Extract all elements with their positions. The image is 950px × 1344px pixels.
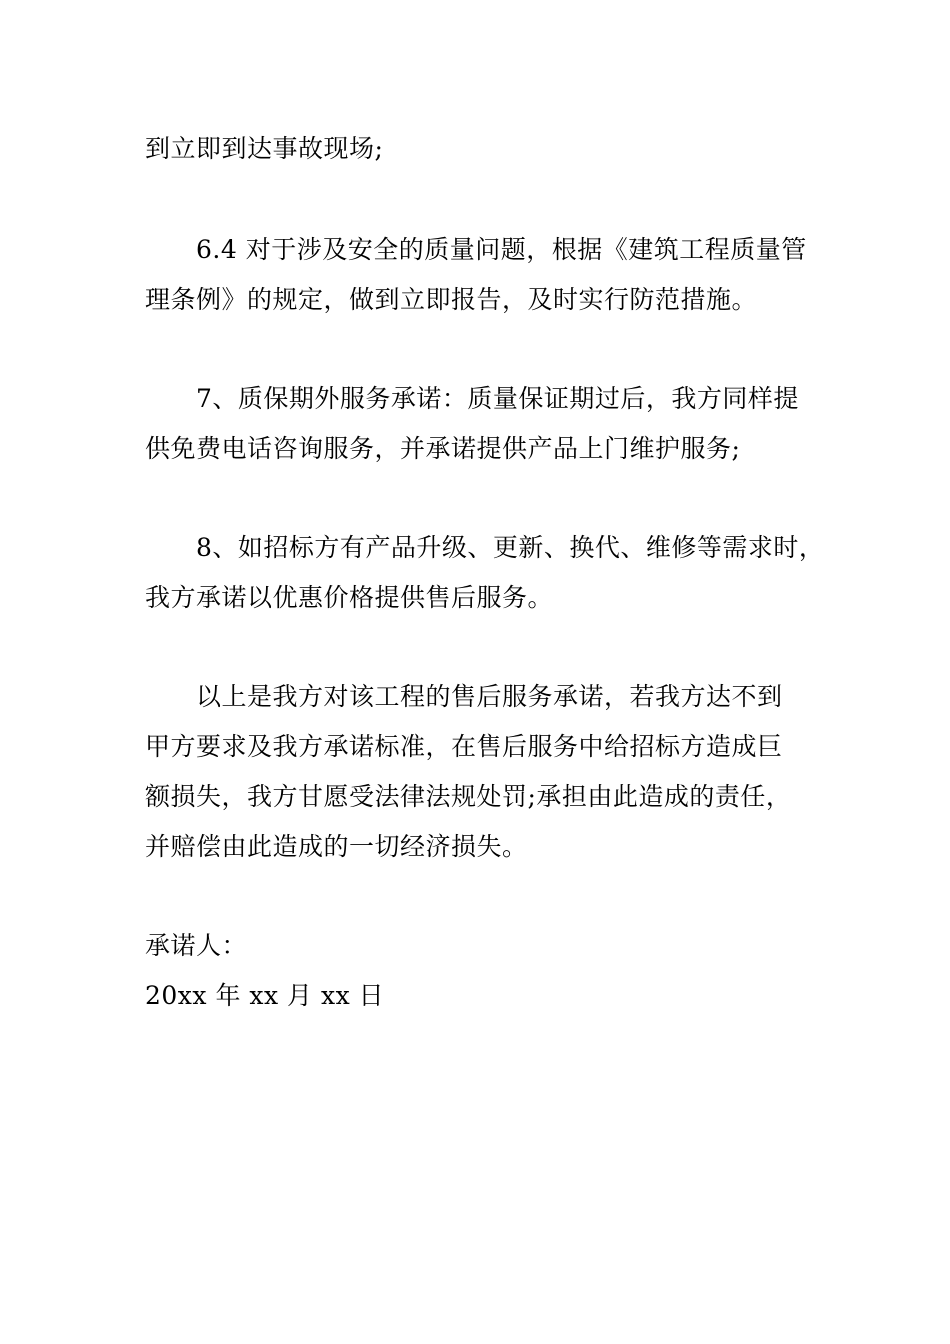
closing-paragraph-line-3: 额损失，我方甘愿受法律法规处罚;承担由此造成的责任， [145, 782, 792, 811]
clause-7-line-2: 供免费电话咨询服务，并承诺提供产品上门维护服务; [145, 434, 741, 463]
clause-6-4-line-2: 理条例》的规定，做到立即报告，及时实行防范措施。 [145, 285, 758, 314]
clause-8-line-2: 我方承诺以优惠价格提供售后服务。 [145, 583, 554, 612]
clause-8-line-1: 8、如招标方有产品升级、更新、换代、维修等需求时， [196, 533, 825, 562]
closing-paragraph-line-4: 并赔偿由此造成的一切经济损失。 [145, 832, 528, 861]
clause-6-4-line-1: 6.4 对于涉及安全的质量问题，根据《建筑工程质量管 [196, 235, 807, 264]
closing-paragraph-line-1: 以上是我方对该工程的售后服务承诺，若我方达不到 [196, 682, 783, 711]
date-line: 20xx 年 xx 月 xx 日 [145, 981, 385, 1010]
promisor-label: 承诺人： [145, 931, 248, 960]
clause-7-line-1: 7、质保期外服务承诺：质量保证期过后，我方同样提 [196, 384, 799, 413]
paragraph-continuation-line: 到立即到达事故现场; [145, 134, 384, 163]
closing-paragraph-line-2: 甲方要求及我方承诺标准，在售后服务中给招标方造成巨 [145, 732, 783, 761]
